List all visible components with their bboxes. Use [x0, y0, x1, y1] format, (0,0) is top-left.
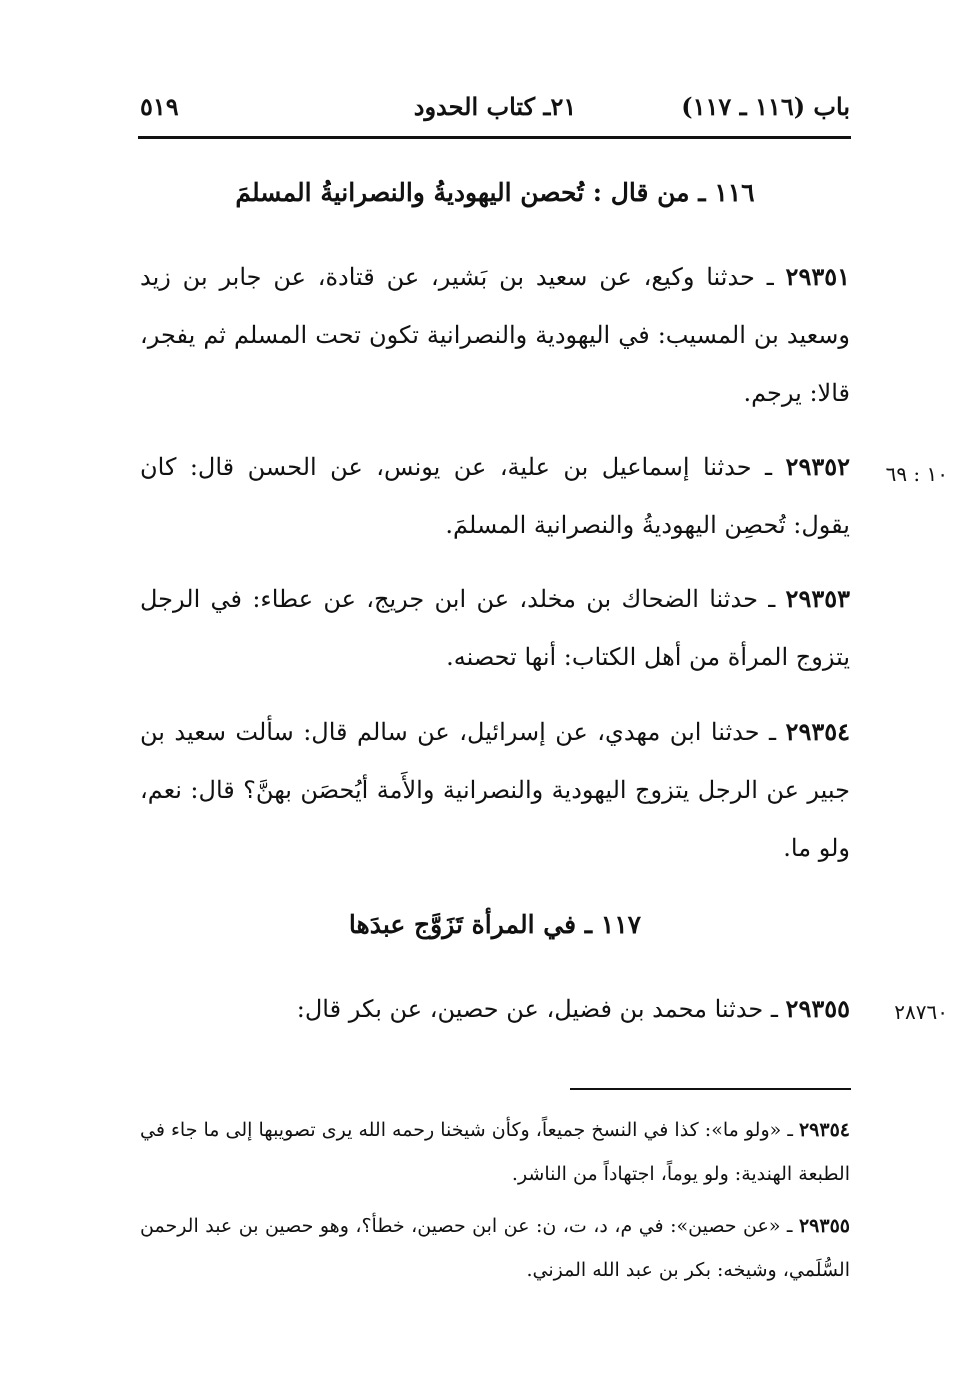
footnote-number: ٢٩٣٥٤	[798, 1119, 850, 1141]
footnote	[140, 1108, 850, 1196]
hadith-number: ٢٩٣٥٣	[785, 584, 850, 613]
header-book-title: ٢١ـ كتاب الحدود	[413, 92, 577, 121]
hadith-text: ـ حدثنا محمد بن فضيل، عن حصين، عن بكر قال:	[296, 995, 786, 1023]
hadith-paragraph	[140, 438, 850, 554]
hadith-paragraph	[140, 248, 850, 422]
header-chapter-range: باب (١١٦ ـ ١١٧)	[681, 92, 850, 121]
page-number: ٥١٩	[140, 92, 179, 121]
hadith-number: ٢٩٣٥١	[785, 262, 850, 291]
hadith-paragraph	[140, 980, 850, 1038]
page-header	[140, 92, 850, 132]
hadith-text: ـ حدثنا وكيع، عن سعيد بن بَشير، عن قتادة، عن جابر بن زيد وسعيد بن المسيب: في اليهودية والنصرانية تكون تحت المسلم ثم يفجر، قالا: يرجم.	[140, 263, 850, 407]
chapter-heading-117: ١١٧ ـ في المرأة تَزَوَّج عبدَها	[348, 910, 642, 939]
hadith-paragraph	[140, 570, 850, 686]
footnote-text: ـ «عن حصين»: في م، د، ت، ن: عن ابن حصين، خطأ؟، وهو حصين بن عبد الرحمن السُّلَمي، وشيخه: بكر بن عبد الله المزني.	[140, 1215, 850, 1281]
footnote	[140, 1204, 850, 1292]
hadith-number: ٢٩٣٥٢	[785, 452, 850, 481]
margin-reference: ٢٨٧٦٠	[894, 1000, 948, 1024]
hadith-number: ٢٩٣٥٤	[785, 717, 850, 746]
footnote-number: ٢٩٣٥٥	[798, 1215, 850, 1237]
hadith-text: ـ حدثنا إسماعيل بن علية، عن يونس، عن الحسن قال: كان يقول: تُحصِن اليهوديةُ والنصرانية المسلمَ.	[140, 453, 850, 539]
footnote-rule	[570, 1088, 851, 1090]
hadith-paragraph	[140, 703, 850, 877]
hadith-text: ـ حدثنا ابن مهدي، عن إسرائيل، عن سالم قال: سألت سعيد بن جبير عن الرجل يتزوج اليهودية والنصرانية والأَمة أيُحصَن بهنَّ؟ قال: نعم، ولو ما.	[140, 718, 850, 862]
header-rule	[138, 136, 851, 139]
chapter-heading-116: ١١٦ ـ من قال : تُحصن اليهوديةُ والنصرانيةُ المسلمَ	[235, 178, 755, 207]
footnote-text: ـ «ولو ما»: كذا في النسخ جميعاً، وكأن شيخنا رحمه الله يرى تصويبها إلى ما جاء في الطبعة الهندية: ولو يوماً، اجتهاداً من الناشر.	[140, 1119, 850, 1185]
hadith-text: ـ حدثنا الضحاك بن مخلد، عن ابن جريج، عن عطاء: في الرجل يتزوج المرأة من أهل الكتاب: أنها تحصنه.	[140, 585, 850, 671]
margin-reference: ١٠ : ٦٩	[885, 462, 948, 486]
hadith-number: ٢٩٣٥٥	[785, 994, 850, 1023]
